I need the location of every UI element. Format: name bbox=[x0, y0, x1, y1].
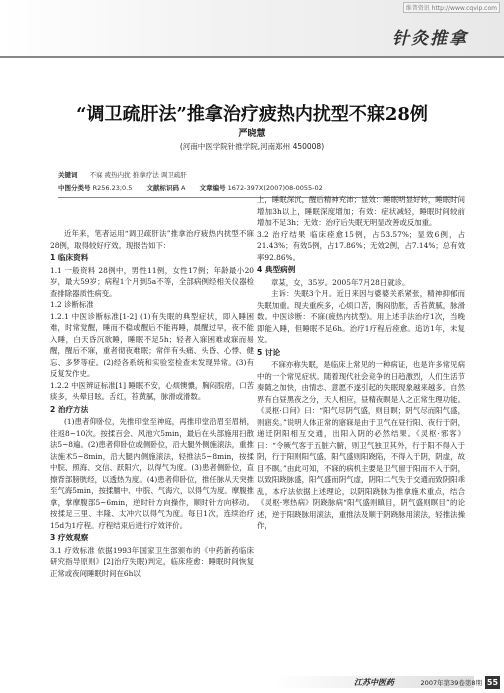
author-affiliation: (河南中医学院针推学院,河南郑州 450008) bbox=[179, 142, 325, 151]
left-column bbox=[50, 228, 254, 579]
paragraph: 章某，女，35岁。2005年7月28日就诊。 bbox=[271, 277, 410, 287]
clc-value: R256.23;0.5 bbox=[92, 184, 133, 192]
subsection-paragraph: 1.2.2 中医辨证标准[1] 睡眠不安，心烦懊憹，胸闷脘痞，口苦痰多，头晕目眩。舌红，苔黄腻，脉滑或滑数。 bbox=[50, 380, 254, 401]
section-heading: 2 治疗方法 bbox=[50, 404, 89, 414]
keywords-text: 不寐 疲热内扰 推拿疗法 调卫疏肝 bbox=[89, 171, 187, 179]
article-no-label: 文章编号 bbox=[199, 184, 226, 192]
keywords-label: 关键词 bbox=[58, 171, 78, 179]
section-heading: 3 疗效观察 bbox=[50, 533, 89, 542]
article-no-value: 1672-397X(2007)08-0055-02 bbox=[227, 184, 323, 192]
author-name: 严晓慧 bbox=[238, 129, 266, 139]
subsection-paragraph: 1.2 诊断标准 bbox=[50, 300, 94, 309]
article-title: “调卫疏肝法”推拿治疗疲热内扰型不寐28例 bbox=[76, 104, 428, 125]
subsection-paragraph: 1.2.1 中医诊断标准[1-2] (1)有失眠的典型症状，即入睡困难，时常觉醒，睡而不稳或醒后不能再睡，晨醒过早，夜不能入睡，白天昏沉欲睡，睡眠不足5h；轻者入寐困难或寐而易醒，醒后不寐，重者彻夜难眠；常伴有头痛、头昏、心悸、健忘、多梦等症。(2)经各系统和实验室检查未发现异常。(3)有反复发作史。 bbox=[50, 311, 254, 378]
issue-info: 2007年第39卷第8期 bbox=[420, 679, 482, 687]
subsection-paragraph: 3.1 疗效标准 依据1993年国家卫生部颁布的《中药新药临床研究指导原则》[2]治疗失眠)判定，临床痊愈：睡眠时间恢复正常或夜间睡眠时间在6h以 bbox=[50, 545, 254, 578]
doc-code-label: 文献标识码 bbox=[146, 184, 179, 192]
subsection-paragraph: 1.1 一般资料 28例中，男性11例，女性17例；年龄最小20岁，最大59岁；病程1个月到5a不等，全部病例经相关仪器检查排除器质性病变。 bbox=[50, 265, 254, 298]
section-heading: 1 临床资料 bbox=[50, 253, 89, 262]
header-rule bbox=[0, 56, 504, 58]
subsection-paragraph: 3.2 治疗结果 临床痊愈15例，占53.57%；显效6例，占21.43%；有效5例，占17.86%；无效2例，占7.14%；总有效率92.86%。 bbox=[257, 229, 465, 262]
right-column bbox=[257, 194, 465, 532]
classification-line bbox=[58, 183, 335, 192]
watermark: 维普资讯 http://www.cqvip.com bbox=[403, 2, 500, 13]
paragraph: (1)患者仰卧位，先推印堂至神庭，再推印堂沿眉至眉梢，往返8~10次。按揉百会、风池穴5min，最后在头部施用扫散法5~8遍。(2)患者仰卧位或侧卧位，沿大腿外侧施滚法，重推法施术5~8min，沿大腿内侧施滚法，轻推法5~8min，按揉中脘、照海、交信、跃阳穴，以得气为度。(3)患者侧卧位，直擦背部膀胱经，以透热为度。(4)患者仰卧位，推任脉从天突推至气海5min，按揉膻中、中脘、气海穴，以得气为度。摩腹推拿，掌摩腹部5~6min，逆时针方向操作，顺时针方向移动。按揉足三里、丰隆、太冲穴以得气为度。每日1次，连续治疗15d为1疗程。疗程结束后进行疗效评价。 bbox=[50, 417, 254, 530]
keywords-line bbox=[58, 170, 187, 179]
section-heading: 4 典型病例 bbox=[257, 265, 296, 274]
journal-name: 江苏中医药 bbox=[354, 677, 394, 687]
clc-label: 中图分类号 bbox=[58, 184, 91, 192]
section-label: 针灸推拿 bbox=[392, 29, 468, 49]
doc-code-value: A bbox=[181, 184, 186, 192]
page-number: 55 bbox=[486, 678, 499, 687]
section-heading: 5 讨论 bbox=[257, 347, 281, 357]
paragraph: 主诉：失眠3个月。近日来因与婆婆关系紧张，精神抑郁而失眠加重。现夫重疾多，心烦口苦，胸闷肋胀，舌苔黄腻，脉滑数。中医诊断：不寐(疲热内扰型)。用上述手法治疗1次，当晚即能入睡，但睡眠不足6h。治疗1疗程后痊愈。追访1年，未复发。 bbox=[257, 289, 465, 344]
paragraph: 不寐亦称失眠，是临床上常见的一种病证，也是许多常见病中的一个常见症状。随着现代社会竞争的日趋激烈，人们生活节奏随之加快，由情志、意愿不遂引起的失眠现象越来越多。自然界有白昼黑夜之分，天人相应，昼精夜瞑是人之正常生理功能。《灵枢·口问》曰：“阳气尽阴气盛，则目瞑；阴气尽而阳气盛，则寤矣。”说明人体正常的寤寐是由于卫气在昼行阳、夜行于阴，递迁阴阳相互交通，出阳入阴的必然结果。《灵枢·邪客》曰：“令厥气客于五脏六腑，则卫气独卫其外，行于阳不得入于阴，行于阳则阳气盛，阳气盛则阳跷陷，不得入于阴，阴虚，故目不瞑。”由此可知，不寐的病机主要是卫气留于阳而不入于阴，以致阳跷脉盛，阳气盛而阴气虚，阴阳二气失于交通而致阴阳乖乱，本疗法依据上述理论，以阴阳跷脉为推拿施术重点，结合《灵枢·寒热病》阴跷脉病“阳气盛则瞋目，阴气盛则瞑目”的论述，逆于阳跷脉用滚法，重推法及顺于阴跷脉用滚法，轻推法操作， bbox=[257, 360, 465, 530]
paragraph: 上，睡眠深沉，醒后精神充沛；显效：睡眠明显好转，睡眠时间增加3h以上，睡眠深度增加；有效：症状减轻，睡眠时间较前增加不足3h；无效：治疗后失眠无明显改善或反加重。 bbox=[257, 195, 465, 227]
paragraph: 近年来，笔者运用“调卫疏肝法”推拿治疗疲热内扰型不寐28例，取得较好疗效。现报告如下： bbox=[50, 229, 254, 250]
page-footer bbox=[0, 676, 504, 693]
